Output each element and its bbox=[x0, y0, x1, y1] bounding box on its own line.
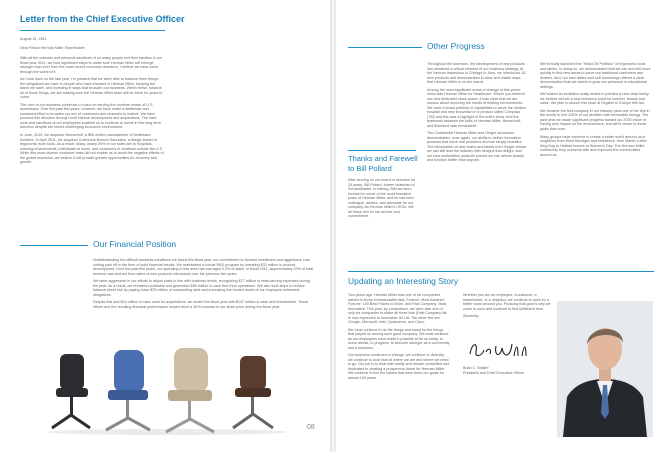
progress-paragraph: We became the first company in our industry (and one of the first in the world) to fuel 100% of our facilities with renewable energy. The past year we made significant progress toward our 2020 vision of having zero impact on the environment, and we're closer to those goals than ever. bbox=[540, 108, 650, 131]
letter-title: Letter from the Chief Executive Officer bbox=[20, 14, 185, 24]
progress-paragraph: Many groups have continue to create a better world around us in neighbors from West Michigan and elsewhere, from Martin Luther King Day to Habitat houses to Women's Day. The Herman Miller community truly connects with and improves the communities around us. bbox=[540, 134, 647, 157]
sign-off: Sincerely, bbox=[463, 314, 479, 319]
interesting-story-heading: Updating an Interesting Story bbox=[348, 276, 459, 286]
letter-body bbox=[20, 56, 165, 168]
progress-paragraph: We formally launched the "HelloCW Portfolio" of ergonomic tools and tables. In doing so, we demonstrated that we can and will move quickly to find new areas to serve our traditional customers and dealers. And, our new tables and soft furnishings offered a clear demonstration that we intend to grow our presence in educational settings. bbox=[540, 62, 651, 89]
story-paragraph: We must continue to do the things and stand for the things that played us among such good company. We must continue as our employees have made it possible to be us today, to move ahead, to progress, to become stronger as a community and a business. bbox=[348, 327, 450, 350]
financial-body bbox=[93, 258, 315, 313]
financial-paragraph: Despite this and $44 million in cash used for acquisitions, we ended the fiscal year with $147 million in cash and investments. These efforts and the resulting financial performance helped drive a 35% increase in our stock price during the fiscal year. bbox=[93, 300, 309, 309]
thanks-rule bbox=[348, 150, 416, 151]
letter-title-rule bbox=[20, 30, 165, 31]
progress-paragraph: The Continental Herman Miller and Geiger showroom demonstrated, once again, our ability to deliver innovative products that solve real problems and are simply beautiful. The introduction of new chairs and tables from Geiger shows we can still lead the industry with designs that delight, and our new workstation products proved we can deliver beauty and function better than anyone. bbox=[427, 131, 527, 163]
chair-2 bbox=[106, 350, 150, 430]
ceo-portrait-image bbox=[557, 301, 653, 437]
story-paragraph: Our business continues to change, we continue to diversify, we continue to look hard at where we are and where we need to go. Our job is to deal with reality and remain committed and dedicated to creating a prosperous future for Herman Miller. We continue to live the values that have been our guide for almost 100 years. bbox=[348, 353, 450, 380]
thanks-heading-2: to Bill Pollard bbox=[348, 164, 392, 173]
salutation: Dear Fellow Herman Miller Shareholder, bbox=[20, 46, 86, 50]
other-progress-col1 bbox=[427, 62, 527, 166]
letter-paragraph: As I look back on the last year, I'm pleased that we were able to balance three things: the obligations we have to people who have invested in Herman Miller, keeping the talent we have, and investing in ways that broaden our business. Within these, balance all of those things, we are making sure the Herman Miller team will be there for years to come. bbox=[20, 77, 163, 100]
chair-3 bbox=[166, 348, 214, 432]
office-chairs-image bbox=[44, 348, 290, 436]
signature-image bbox=[466, 338, 530, 362]
chair-1 bbox=[52, 354, 90, 428]
financial-paragraph: We were aggressive in our efforts to adjust costs in line with business levels, recognizing $77 million in restructuring expenses during the year. As a result, we remained profitable and generated $99 million in cash flow from operations. We also took steps to reduce balance sheet risk by paying down $75 million of outstanding debt and increasing the funded levels of our employee retirement obligations. bbox=[93, 279, 310, 297]
letter-date: August 31, 2011 bbox=[20, 37, 47, 41]
signer-title: President and Chief Executive Officer bbox=[463, 371, 525, 375]
other-progress-col2 bbox=[540, 62, 652, 160]
other-progress-heading: Other Progress bbox=[427, 41, 485, 51]
story-paragraph: Two years ago, Herman Miller was one of six companies named to three immeasurable lists, Fortune: Most Admired, Fortune: 100 Best Places to Work, and Fast Company: Most Innovative. This year, by comparison, we were also one of only six companies to make all three lists (Fast Company list is now expanded to Innovative 40 Ltd. The other five are Google, Microsoft, Intel, Qualcomm, and Cisco. bbox=[348, 293, 447, 324]
closing-paragraph: Whether you are an employee, a customer, a shareholder, or a neighbor, we continue to work for a better world around you. Pursuing that goal is why we come to work and continue to find fulfillment here. bbox=[463, 293, 551, 311]
left-page-number: 08 bbox=[307, 424, 315, 431]
letter-paragraph: The core of our business continues to focus on serving the furniture needs of U.S. businesses. Over the past few years, however, we have made a deliberate and sustained effort to broaden our mix of customers and channels to market. We have pursued this direction through both internal development and acquisitions. The hard work and sacrifices of our employees enabled us to continue to invest in this long-term direction despite the recent challenging economic environment. bbox=[20, 102, 161, 130]
progress-paragraph: Among the most significant areas of change at this year's show was Herman Miller for Healthcare. Where you entered our new dedicated show space, it was clear that we are serious about servicing the needs of healing environments. We have a broad portfolio of capabilities to serve the modern hospital and new innovation in a product called Compass (TM) and this was a highlight of the entire show. And the teamwork between the folks of Herman Miller, Nemschoff, and Brandrud was remarkable. bbox=[427, 87, 527, 128]
financial-rule-left bbox=[20, 245, 88, 246]
financial-paragraph: Notwithstanding the difficult business conditions we faced this fiscal year, our commitment to forward investment and aggressive cost-cutting paid off in the form of solid financial results. We maintained a robust R&D program by investing $33 million in product development. Over the past five years, our spending in this area has averaged 3.2% of sales. In fiscal 2011, approximately 33% of total revenue was derived from sales of new products introduced over the previous five years. bbox=[93, 258, 314, 276]
thanks-body: After serving on our board of directors for 25 years, Bill Pollard, former chairman of ServiceMaster, is retiring. Bill has been involved in some of the most formative years of Herman Miller, and he has been colleague, advisor, and advocate for our company. As Herman Miller's CEOs. We all thank him for his service and commitment. bbox=[348, 178, 416, 218]
signer-name: Brian C. Walker bbox=[463, 366, 489, 370]
other-progress-rule bbox=[348, 47, 422, 48]
progress-paragraph: We hosted an exhibition really meant to preview a new chair family we believe will set a new reference point for comfort, beauty and value. We plan to launch this chair at Orgatec in Europe this fall. bbox=[540, 92, 649, 106]
letter-paragraph: With all the outlooks and personal sacrifices of so many people and their families in our fiscal year 2011, we took significant steps to make sure Herman Miller will emerge stronger than ever from the most recent economic downturn. I believe we have come through the worst of it. bbox=[20, 56, 163, 74]
thanks-heading-1: Thanks and Farewell bbox=[348, 154, 418, 163]
story-body bbox=[348, 293, 450, 384]
progress-paragraph: Throughout the downturn, the development of new products has remained a critical element of our business strategy. At the Neocon tradeshow in Chicago in June, we introduced 18 new products and demonstrated in clear and visible ways that Herman Miller is on the march. bbox=[427, 62, 526, 84]
interesting-story-rule bbox=[348, 271, 654, 272]
chair-4 bbox=[233, 356, 273, 428]
financial-heading: Our Financial Position bbox=[93, 239, 177, 249]
letter-paragraph: In June, 2010, we acquired Nemschoff, a $96 million manufacturer of healthcare furniture. In April 2011, we acquired Colebrook Bosson Saunders, a design leader in ergonomic work tools. As a result, today, nearly 50% of our sales are to hospitals, morning environments, individuals at home, and customers in locations outside the U.S. While this more diverse customer base did not enable us to avoid the negative effects of the global recession, we believe it will provide greater opportunities for recovery and growth. bbox=[20, 133, 164, 165]
closing-body bbox=[463, 293, 553, 322]
